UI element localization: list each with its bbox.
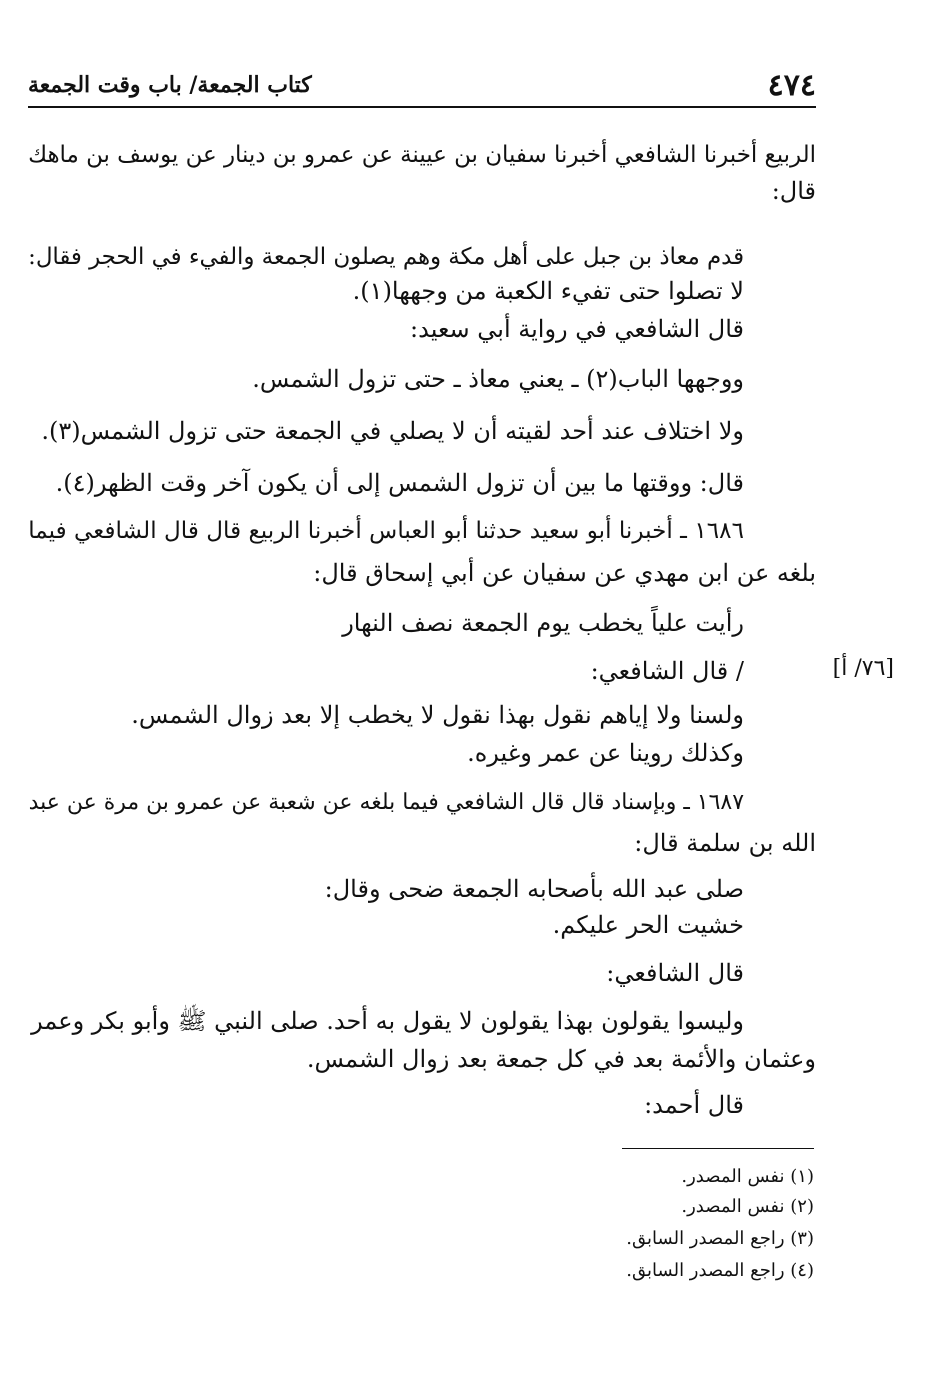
text-line: لا تصلوا حتى تفيء الكعبة من وجهها(١). (352, 277, 744, 305)
running-title: كتاب الجمعة/ باب وقت الجمعة (28, 72, 312, 98)
text-line: ولسنا ولا إياهم نقول بهذا نقول لا يخطب إلا بعد زوال الشمس. (131, 701, 744, 729)
text-line: ووجهها الباب(٢) ـ يعني معاذ ـ حتى تزول الشمس. (252, 365, 744, 393)
page-header (28, 62, 816, 108)
text-line: بلغه عن ابن مهدي عن سفيان عن أبي إسحاق قال: (313, 559, 816, 587)
text-line: / قال الشافعي: (590, 657, 744, 685)
text-line: الربيع أخبرنا الشافعي أخبرنا سفيان بن عيينة عن عمرو بن دينار عن يوسف بن ماهك (28, 142, 816, 168)
margin-folio-note: [٧٦/ أ] (832, 656, 894, 681)
text-line: قال الشافعي: (606, 959, 744, 987)
page-number: ٤٧٤ (767, 68, 816, 103)
text-line: وكذلك روينا عن عمر وغيره. (467, 739, 744, 767)
text-line: صلى عبد الله بأصحابه الجمعة ضحى وقال: (324, 875, 744, 903)
text-line: قال الشافعي في رواية أبي سعيد: (410, 315, 744, 343)
footnote: (٢) نفس المصدر. (681, 1196, 814, 1217)
footnote: (٤) راجع المصدر السابق. (626, 1260, 814, 1281)
text-line: الله بن سلمة قال: (634, 829, 816, 857)
text-line: وليسوا يقولون بهذا يقولون لا يقول به أحد. صلى النبي ﷺ وأبو بكر وعمر (31, 1007, 744, 1035)
text-line: ١٦٨٦ ـ أخبرنا أبو سعيد حدثنا أبو العباس أخبرنا الربيع قال قال الشافعي فيما (28, 518, 744, 544)
text-line: ولا اختلاف عند أحد لقيته أن لا يصلي في الجمعة حتى تزول الشمس(٣). (41, 417, 744, 445)
text-line: قال أحمد: (644, 1091, 744, 1119)
footnote-separator (622, 1148, 814, 1149)
text-line: قال: ووقتها ما بين أن تزول الشمس إلى أن يكون آخر وقت الظهر(٤). (55, 469, 744, 497)
text-line: ١٦٨٧ ـ وبإسناد قال قال الشافعي فيما بلغه عن شعبة عن عمرو بن مرة عن عبد (28, 790, 744, 815)
footnote: (٣) راجع المصدر السابق. (626, 1228, 814, 1249)
text-line: خشيت الحر عليكم. (552, 911, 744, 939)
text-line: رأيت علياً يخطب يوم الجمعة نصف النهار (342, 609, 744, 637)
text-line: قال: (771, 177, 816, 205)
text-line: قدم معاذ بن جبل على أهل مكة وهم يصلون الجمعة والفيء في الحجر فقال: (28, 244, 744, 270)
footnote: (١) نفس المصدر. (681, 1166, 814, 1187)
text-line: وعثمان والأئمة بعد في كل جمعة بعد زوال الشمس. (306, 1045, 816, 1073)
